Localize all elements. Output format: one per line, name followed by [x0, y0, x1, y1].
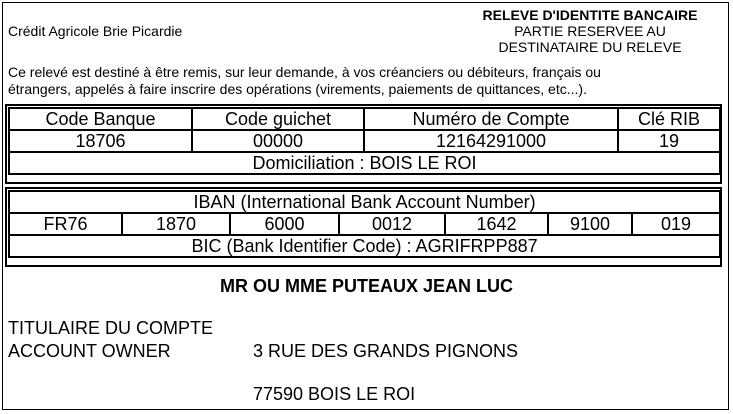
- iban-group: FR76: [9, 213, 122, 235]
- bic-row: [9, 235, 720, 257]
- iban-table: [8, 190, 721, 258]
- rib-value-row: [9, 130, 720, 152]
- document-title: RELEVE D'IDENTITE BANCAIRE: [482, 7, 698, 23]
- rib-header-cell: Code guichet: [192, 108, 364, 130]
- account-owner-name: MR OU MME PUTEAUX JEAN LUC: [219, 276, 513, 296]
- bic: BIC (Bank Identifier Code) : AGRIFRPP887: [9, 235, 720, 257]
- rib-key-value: 19: [618, 130, 720, 152]
- address-line-1: 3 RUE DES GRANDS PIGNONS: [253, 341, 519, 361]
- branch-code-value: 00000: [192, 130, 364, 152]
- intro-line-2: étrangers, appelés à faire inscrire des opérations (virements, paiements de quittances, etc...).: [8, 81, 587, 97]
- bank-name: Crédit Agricole Brie Picardie: [8, 23, 183, 39]
- owner-label-en: ACCOUNT OWNER: [8, 341, 171, 361]
- intro-line-1: Ce relevé est destiné à être remis, sur leur demande, à vos créanciers ou débiteurs, français ou: [8, 64, 601, 80]
- owner-label-fr: TITULAIRE DU COMPTE: [8, 318, 214, 338]
- header-line-2: PARTIE RESERVEE AU: [514, 23, 666, 39]
- bank-code-value: 18706: [9, 130, 192, 152]
- rib-header-cell: Clé RIB: [618, 108, 720, 130]
- iban-title-row: [9, 191, 720, 213]
- domiciliation-row: [9, 152, 720, 174]
- iban-group: 0012: [339, 213, 445, 235]
- rib-header-row: [9, 108, 720, 130]
- address-line-2: 77590 BOIS LE ROI: [253, 384, 416, 404]
- intro-text: [8, 64, 723, 98]
- iban-group: 1642: [445, 213, 548, 235]
- account-number-value: 12164291000: [364, 130, 618, 152]
- iban-group: 1870: [122, 213, 230, 235]
- iban-group: 9100: [548, 213, 632, 235]
- iban-group: 6000: [230, 213, 339, 235]
- iban-title: IBAN (International Bank Account Number): [9, 191, 720, 213]
- rib-header-cell: Code Banque: [9, 108, 192, 130]
- domiciliation: Domiciliation : BOIS LE ROI: [9, 152, 720, 174]
- header-line-3: DESTINATAIRE DU RELEVE: [498, 39, 682, 55]
- rib-table: [8, 107, 721, 175]
- rib-header-cell: Numéro de Compte: [364, 108, 618, 130]
- iban-group: 019: [632, 213, 720, 235]
- document-header: [445, 7, 733, 55]
- iban-groups-row: [9, 213, 720, 235]
